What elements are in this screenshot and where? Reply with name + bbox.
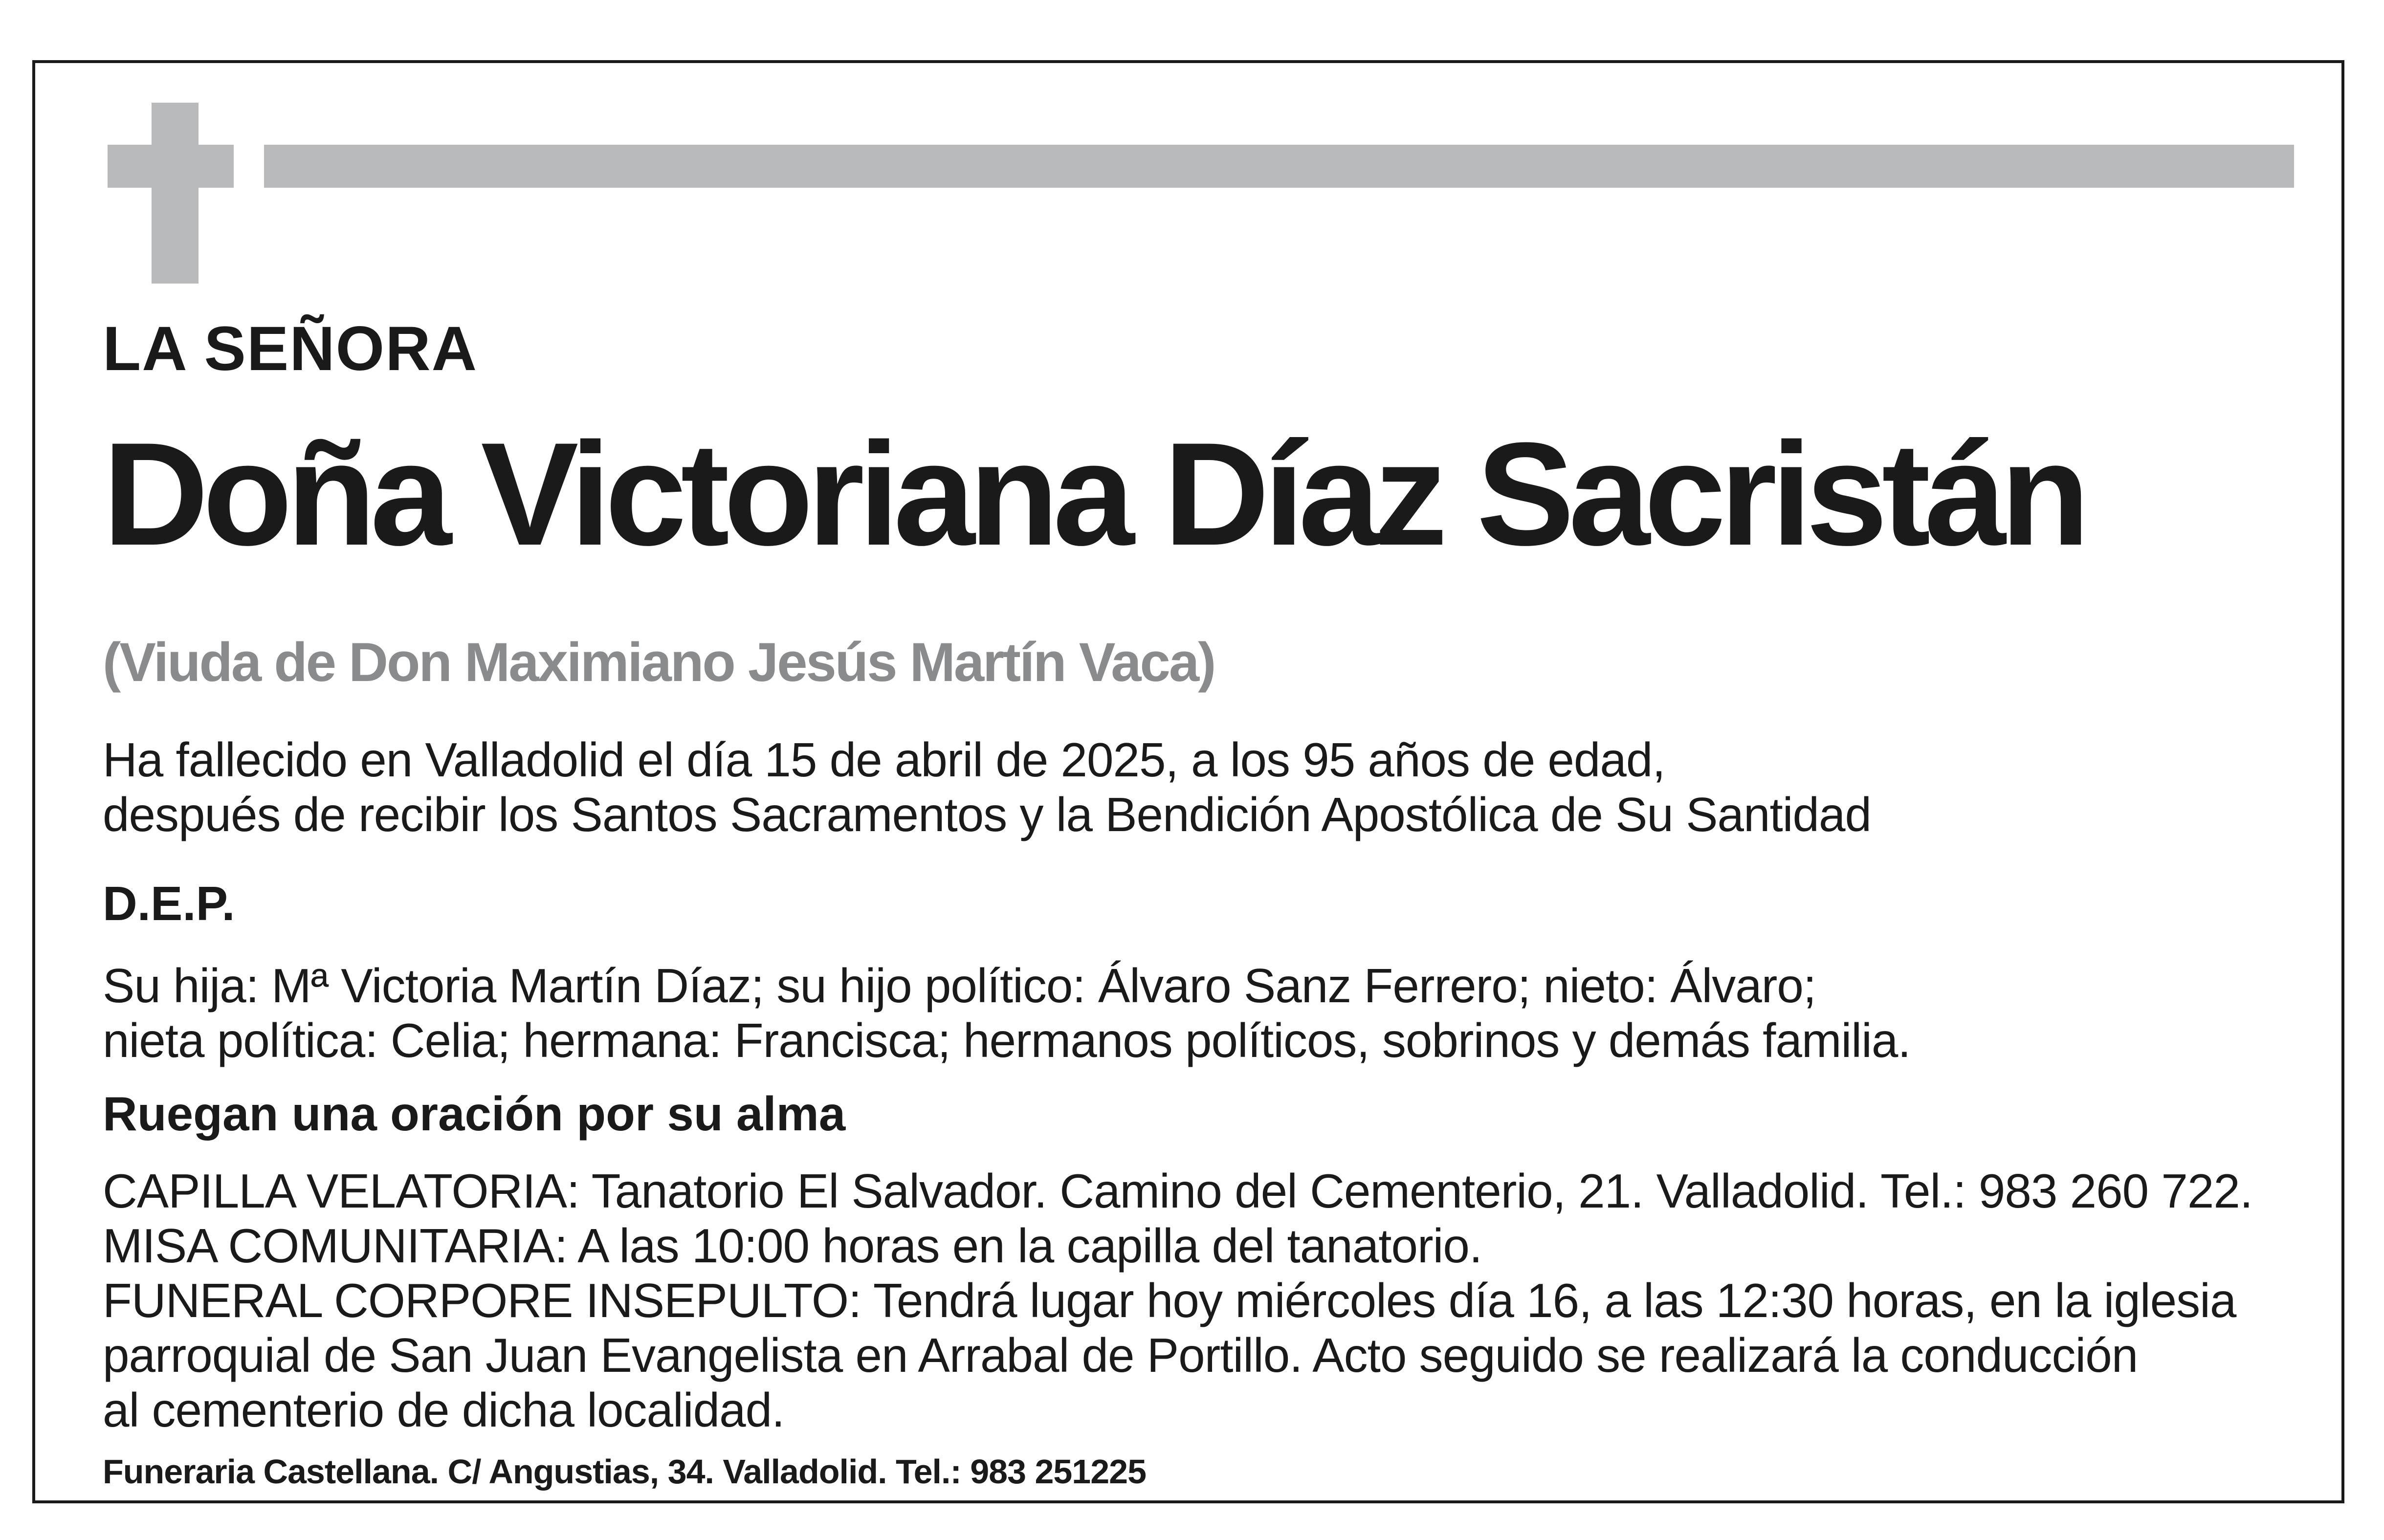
service-line: parroquial de San Juan Evangelista en Arrabal de Portillo. Acto seguido se realizará la conducción	[103, 1328, 2138, 1382]
service-line: FUNERAL CORPORE INSEPULTO: Tendrá lugar hoy miércoles día 16, a las 12:30 horas, en la iglesia	[103, 1274, 2236, 1327]
dep-label: D.E.P.	[103, 877, 235, 930]
family-line: Su hija: Mª Victoria Martín Díaz; su hijo político: Álvaro Sanz Ferrero; nieto: Álvaro;	[103, 959, 1816, 1012]
death-line: Ha fallecido en Valladolid el día 15 de abril de 2025, a los 95 años de edad,	[103, 733, 1665, 787]
cross-horizontal-bar	[108, 145, 234, 188]
death-line: después de recibir los Santos Sacramentos y la Bendición Apostólica de Su Santidad	[103, 788, 1872, 841]
honorific: LA SEÑORA	[103, 314, 478, 384]
widow-of: (Viuda de Don Maximiano Jesús Martín Vaca)	[103, 632, 1215, 693]
death-announcement	[103, 732, 1871, 842]
service-details	[103, 1164, 2252, 1437]
service-line: MISA COMUNITARIA: A las 10:00 horas en la capilla del tanatorio.	[103, 1219, 1482, 1273]
prayer-request: Ruegan una oración por su alma	[103, 1087, 846, 1141]
deceased-name: Doña Victoriana Díaz Sacristán	[103, 412, 2084, 576]
family-list	[103, 958, 1911, 1068]
family-line: nieta política: Celia; hermana: Francisca; hermanos políticos, sobrinos y demás familia.	[103, 1013, 1911, 1067]
header-rule	[264, 145, 2294, 188]
cross-vertical-bar	[152, 103, 199, 284]
funeral-home: Funeraria Castellana. C/ Angustias, 34. Valladolid. Tel.: 983 251225	[103, 1452, 1147, 1491]
service-line: CAPILLA VELATORIA: Tanatorio El Salvador. Camino del Cementerio, 21. Valladolid. Tel.: 983 260 722.	[103, 1164, 2253, 1218]
service-line: al cementerio de dicha localidad.	[103, 1383, 785, 1437]
